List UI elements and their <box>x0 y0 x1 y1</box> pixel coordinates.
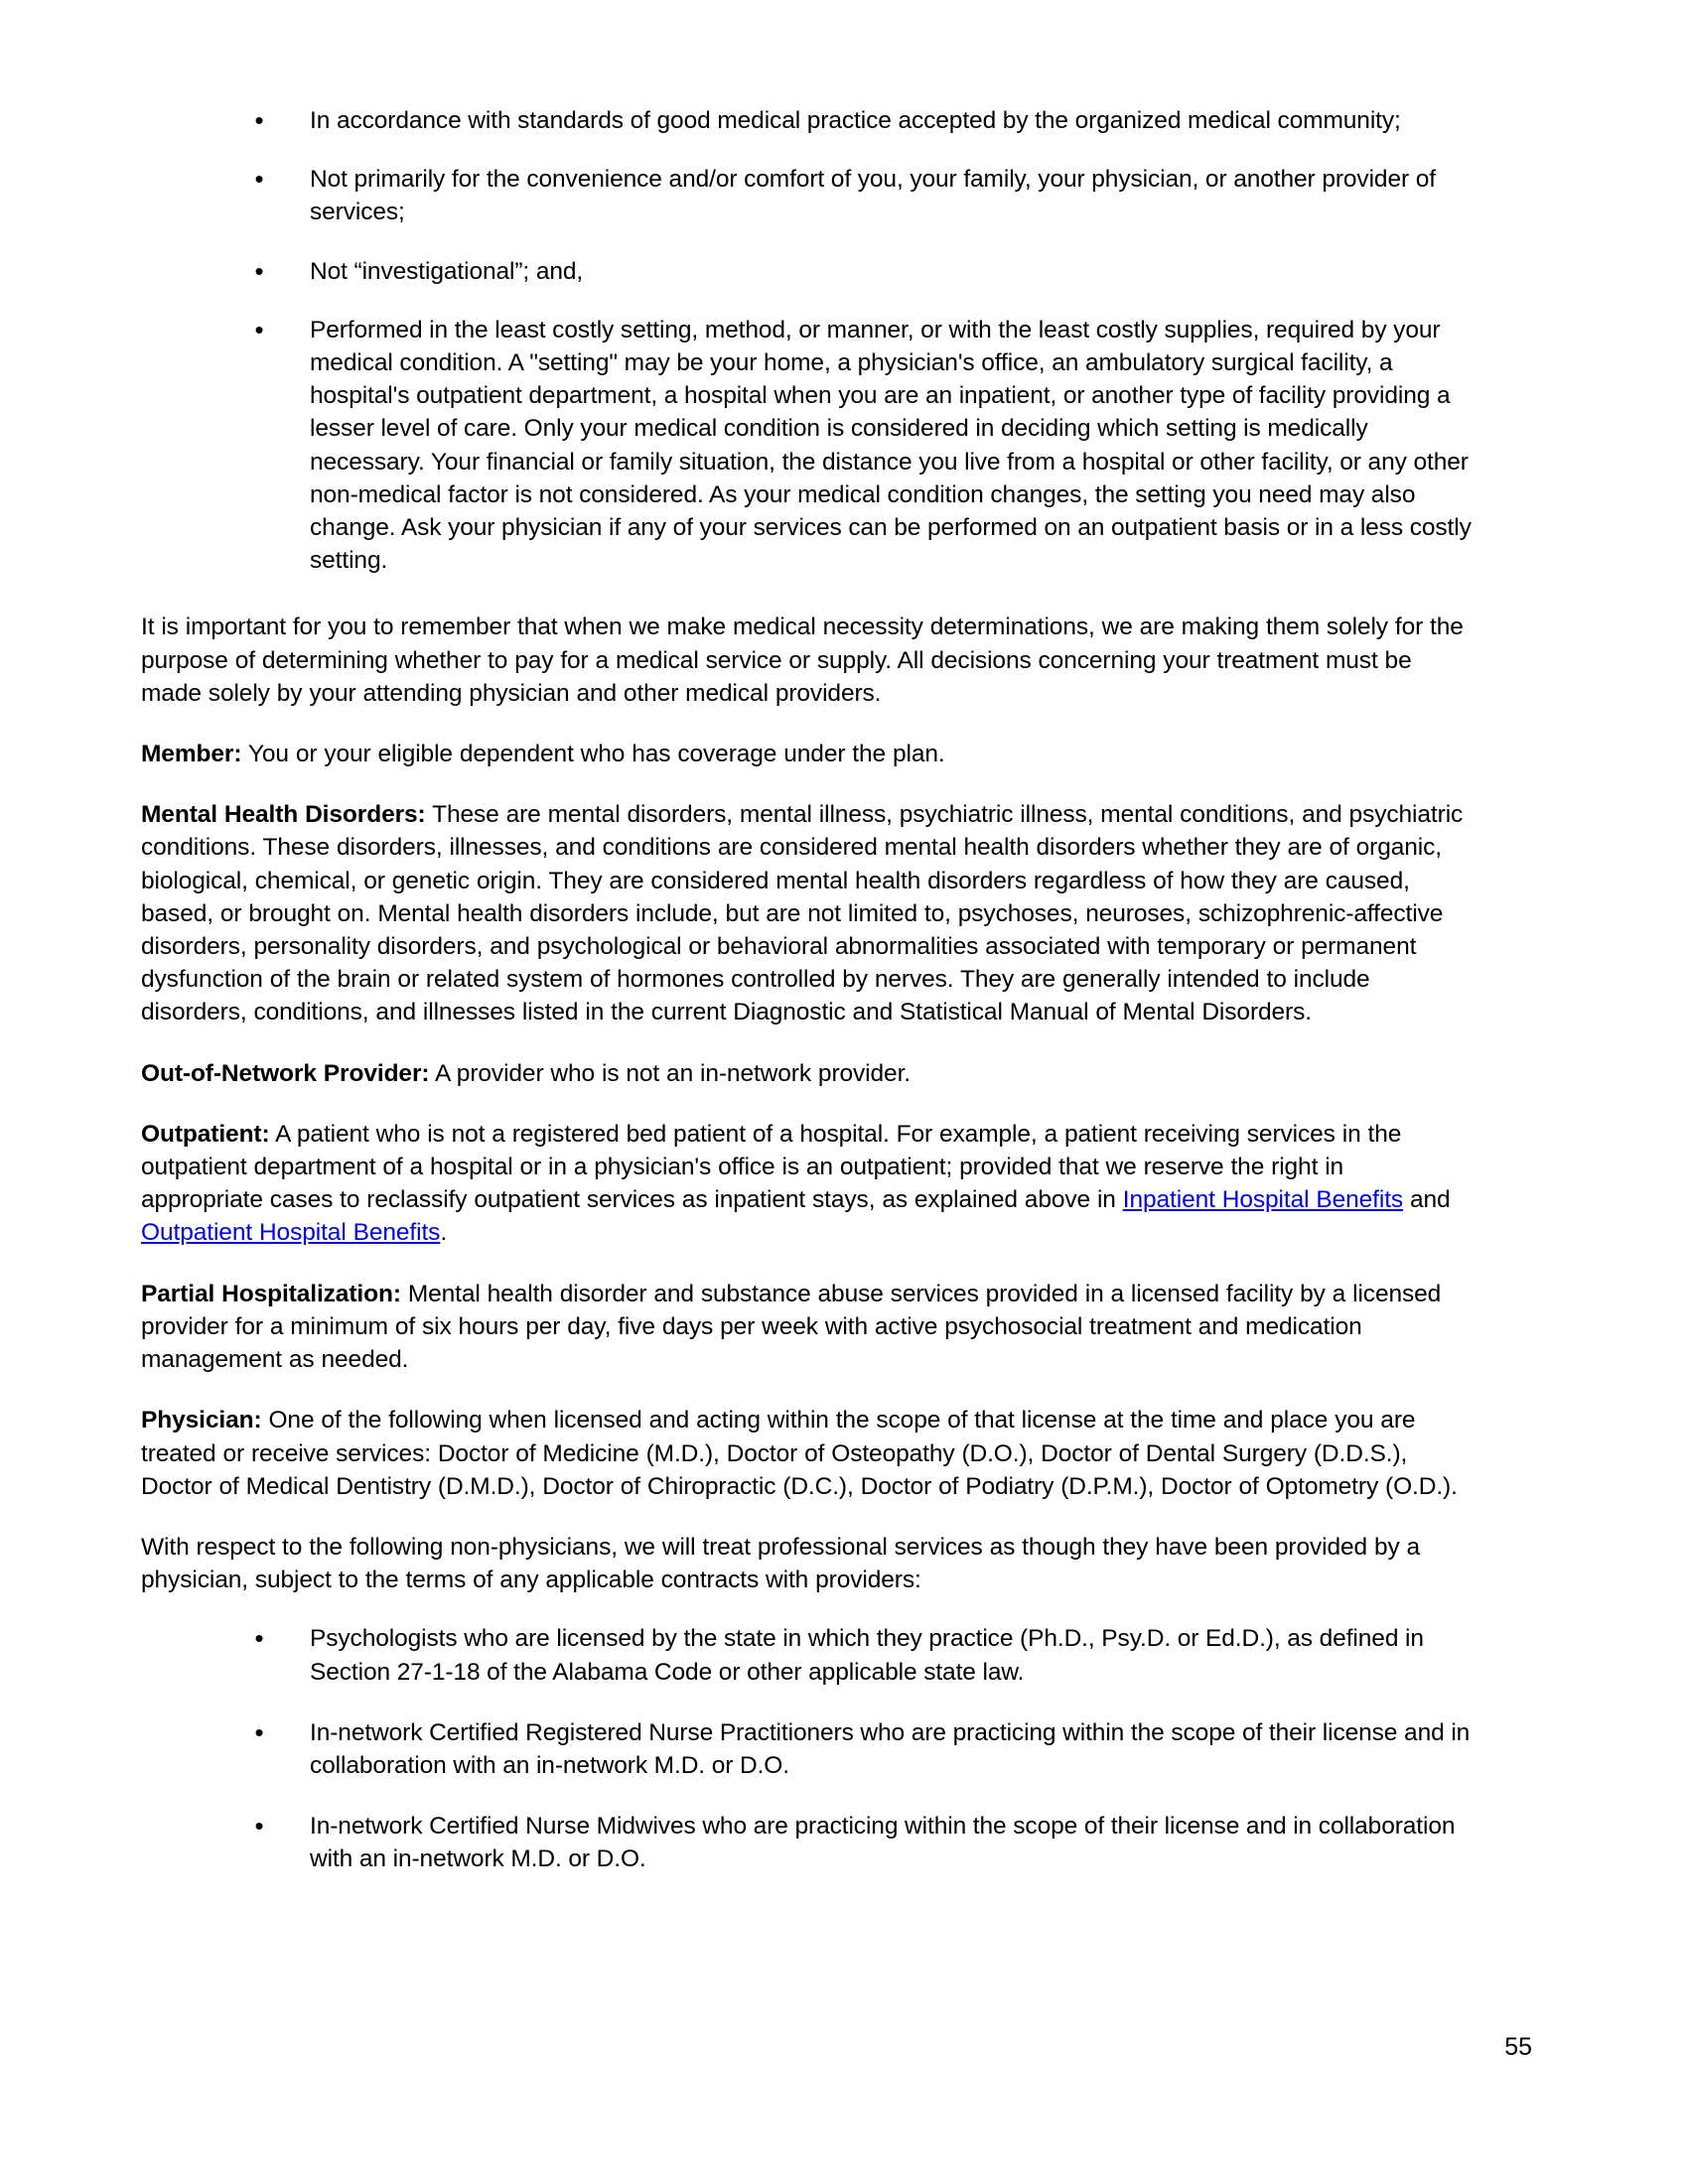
list-item-text: Not primarily for the convenience and/or comfort of you, your family, your physician, or another provider of services; <box>310 166 1436 226</box>
bullet-point-icon: • <box>254 105 264 135</box>
definition-term-mental-health-disorders: Mental Health Disorders: <box>141 801 426 829</box>
non-physician-bullet-list <box>141 1622 1472 1875</box>
bullet-point-icon: • <box>254 164 264 195</box>
bullet-point-icon: • <box>254 1716 264 1747</box>
list-item <box>141 1810 1472 1875</box>
list-item <box>141 1622 1472 1688</box>
definition-text-outpatient-before-links: A patient who is not a registered bed patient of a hospital. For example, a patient receiving services in the outpatient department of a hospital or in a physician's office is an outpatient; provided that we reserve the right in appropriate cases to reclassify outpatient services as inpatient stays, as explained above in <box>141 1120 1402 1214</box>
definition-text-out-of-network-provider: A provider who is not an in-network provider. <box>429 1059 911 1087</box>
definition-text-member: You or your eligible dependent who has coverage under the plan. <box>241 741 945 768</box>
list-item-text: In-network Certified Registered Nurse Practitioners who are practicing within the scope of their license and in collaboration with an in-network M.D. or D.O. <box>310 1718 1471 1779</box>
definition-member <box>141 738 1472 770</box>
non-physicians-intro-paragraph: With respect to the following non-physicians, we will treat professional services as though they have been provided by a physician, subject to the terms of any applicable contracts with providers: <box>141 1533 1421 1594</box>
definition-partial-hospitalization <box>141 1278 1472 1377</box>
list-item-text: Performed in the least costly setting, method, or manner, or with the least costly supplies, required by your medical condition. A "setting" may be your home, a physician's office, an ambulatory surgical facility, a hospital's outpatient department, a hospital when you are an inpatient, or another type of facility providing a lesser level of care. Only your medical condition is considered in deciding which setting is medically necessary. Your financial or family situation, the distance you live from a hospital or other facility, or any other non-medical factor is not considered. As your medical condition changes, the setting you need may also change. Ask your physician if any of your services can be performed on an outpatient basis or in a less costly setting. <box>310 316 1472 575</box>
definition-mental-health-disorders <box>141 798 1472 1028</box>
definition-text-outpatient-between-links: and <box>1403 1186 1451 1214</box>
list-item-text: Psychologists who are licensed by the state in which they practice (Ph.D., Psy.D. or Ed.D.), as defined in Section 27-1-18 of the Alabama Code or other applicable state law. <box>310 1625 1424 1686</box>
list-item <box>141 255 1472 288</box>
definition-term-outpatient: Outpatient: <box>141 1120 270 1148</box>
definition-term-partial-hospitalization: Partial Hospitalization: <box>141 1280 401 1307</box>
bullet-point-icon: • <box>254 1811 264 1842</box>
definition-term-out-of-network-provider: Out-of-Network Provider: <box>141 1059 430 1087</box>
definition-text-outpatient-after-links: . <box>440 1219 448 1247</box>
link-inpatient-hospital-benefits[interactable]: Inpatient Hospital Benefits <box>1122 1186 1404 1214</box>
list-item-text: In accordance with standards of good medical practice accepted by the organized medical community; <box>310 107 1401 134</box>
medical-necessity-bullet-list <box>141 104 1472 577</box>
page-content <box>141 104 1472 1904</box>
list-item <box>141 104 1472 137</box>
bullet-point-icon: • <box>254 314 264 344</box>
page-number: 55 <box>1504 2033 1532 2061</box>
list-item-text: In-network Certified Nurse Midwives who are practicing within the scope of their license and in collaboration with an in-network M.D. or D.O. <box>310 1813 1456 1873</box>
bullet-point-icon: • <box>254 1623 264 1654</box>
definition-text-physician: One of the following when licensed and acting within the scope of that license at the time and place you are treated or receive services: Doctor of Medicine (M.D.), Doctor of Osteopathy (D.O.), Doctor of Dental Surgery (D.D.S.), Doctor of Medical Dentistry (D.M.D.), Doctor of Chiropractic (D.C.), Doctor of Podiatry (D.P.M.), Doctor of Optometry (O.D.). <box>141 1407 1458 1500</box>
definition-term-member: Member: <box>141 741 242 768</box>
list-item <box>141 314 1472 578</box>
list-item-text: Not “investigational”; and, <box>310 257 584 285</box>
bullet-point-icon: • <box>254 255 264 286</box>
definition-term-physician: Physician: <box>141 1407 262 1434</box>
list-item <box>141 1716 1472 1782</box>
definition-text-mental-health-disorders: These are mental disorders, mental illness, psychiatric illness, mental conditions, and psychiatric conditions. These disorders, illnesses, and conditions are considered mental health disorders whether they are of organic, biological, chemical, or genetic origin. They are considered mental health disorders regardless of how they are caused, based, or brought on. Mental health disorders include, but are not limited to, psychoses, neuroses, schizophrenic-affective disorders, personality disorders, and psychological or behavioral abnormalities associated with temporary or permanent dysfunction of the brain or related system of hormones controlled by nerves. They are generally intended to include disorders, conditions, and illnesses listed in the current Diagnostic and Statistical Manual of Mental Disorders. <box>141 801 1464 1026</box>
medical-necessity-note-paragraph: It is important for you to remember that when we make medical necessity determinations, we are making them solely for the purpose of determining whether to pay for a medical service or supply. All decisions concerning your treatment must be made solely by your attending physician and other medical providers. <box>141 614 1464 707</box>
definition-out-of-network-provider <box>141 1057 1472 1090</box>
link-outpatient-hospital-benefits[interactable]: Outpatient Hospital Benefits <box>141 1219 441 1247</box>
definition-outpatient <box>141 1118 1472 1250</box>
list-item <box>141 163 1472 228</box>
definition-text-partial-hospitalization: Mental health disorder and substance abuse services provided in a licensed facility by a licensed provider for a minimum of six hours per day, five days per week with active psychosocial treatment and medication management as needed. <box>141 1280 1442 1374</box>
definition-physician <box>141 1404 1472 1503</box>
